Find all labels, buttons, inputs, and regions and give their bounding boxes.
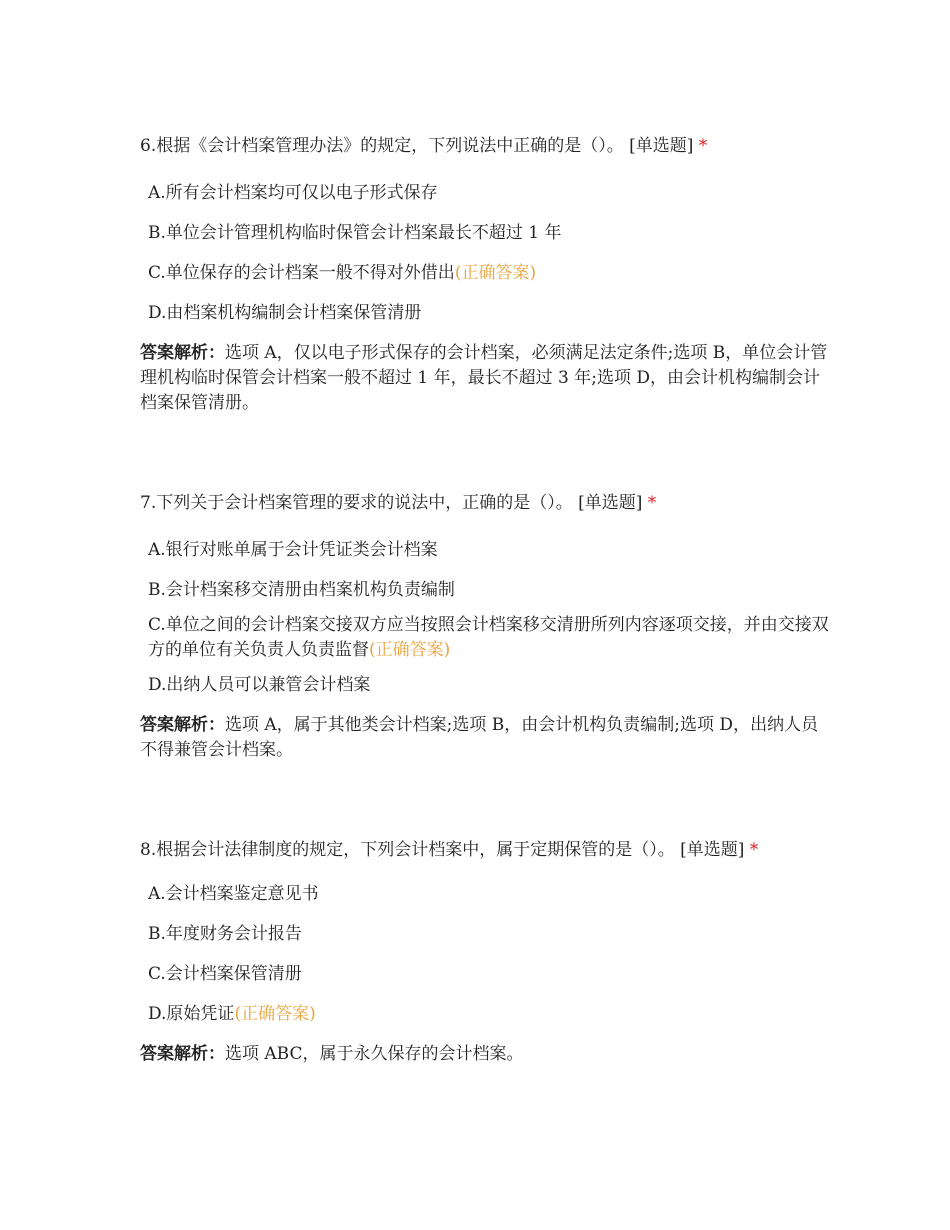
analysis-text: 选项 A，属于其他类会计档案;选项 B，由会计机构负责编制;选项 D，出纳人员不得兼管会计档案。 [140, 715, 819, 760]
option-c: C.单位之间的会计档案交接双方应当按照会计档案移交清册所列内容逐项交接，并由交接双方的单位有关负责人负责监督(正确答案) [148, 615, 829, 660]
analysis-text: 选项 ABC，属于永久保存的会计档案。 [225, 1044, 524, 1064]
option-c: C.单位保存的会计档案一般不得对外借出(正确答案) [148, 263, 537, 283]
analysis-label: 答案解析： [140, 343, 225, 363]
required-mark: * [647, 493, 657, 513]
question-7 [140, 491, 830, 763]
analysis-label: 答案解析： [140, 1044, 225, 1064]
question-title [140, 491, 830, 516]
question-title [140, 834, 830, 866]
option-b: B.会计档案移交清册由档案机构负责编制 [148, 580, 455, 600]
question-type: [单选题] [578, 493, 643, 513]
required-mark: * [749, 840, 759, 860]
question-type: [单选题] [629, 136, 694, 156]
correct-answer-mark: (正确答案) [454, 263, 537, 283]
question-type: [单选题] [680, 840, 745, 860]
option-a: A.所有会计档案均可仅以电子形式保存 [148, 183, 438, 203]
options-list [148, 538, 830, 698]
option-c: C.会计档案保管清册 [148, 964, 302, 984]
answer-analysis [140, 713, 830, 763]
required-mark: * [698, 136, 708, 156]
correct-answer-mark: (正确答案) [369, 640, 451, 660]
question-6 [140, 134, 830, 416]
option-b: B.年度财务会计报告 [148, 924, 302, 944]
options-list [148, 882, 830, 1027]
question-8 [140, 834, 830, 1067]
correct-answer-mark: (正确答案) [234, 1004, 316, 1024]
options-list [148, 181, 830, 326]
option-d: D.原始凭证(正确答案) [148, 1004, 316, 1024]
analysis-label: 答案解析： [140, 715, 225, 735]
option-d: D.由档案机构编制会计档案保管清册 [148, 303, 422, 323]
option-a: A.银行对账单属于会计凭证类会计档案 [148, 540, 438, 560]
option-d: D.出纳人员可以兼管会计档案 [148, 675, 371, 695]
question-text: 8.根据会计法律制度的规定，下列会计档案中，属于定期保管的是（）。 [140, 840, 675, 860]
question-title [140, 134, 830, 159]
analysis-text: 选项 A，仅以电子形式保存的会计档案，必须满足法定条件;选项 B，单位会计管理机构临时保管会计档案一般不超过 1 年，最长不超过 3 年;选项 D，由会计机构编制会计档案保管清册。 [140, 343, 828, 413]
question-text: 7.下列关于会计档案管理的要求的说法中，正确的是（）。 [140, 493, 573, 513]
question-text: 6.根据《会计档案管理办法》的规定，下列说法中正确的是（）。 [140, 136, 624, 156]
option-b: B.单位会计管理机构临时保管会计档案最长不超过 1 年 [148, 223, 562, 243]
answer-analysis [140, 1042, 830, 1067]
option-a: A.会计档案鉴定意见书 [148, 884, 319, 904]
answer-analysis [140, 341, 830, 416]
